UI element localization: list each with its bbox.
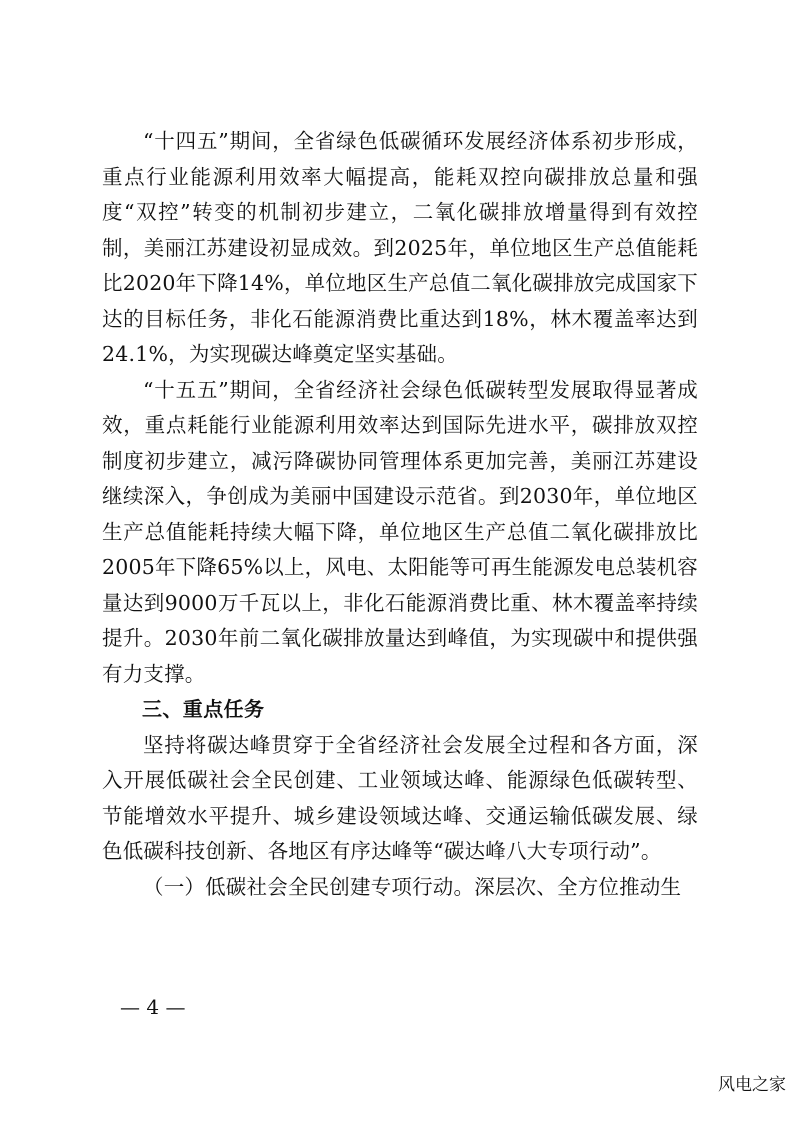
page-number: — 4 — (120, 995, 186, 1019)
paragraph-14th-five-year: “十四五”期间，全省绿色低碳循环发展经济体系初步形成，重点行业能源利用效率大幅提高，能耗双控向碳排放总量和强度“双控”转变的机制初步建立，二氧化碳排放增量得到有效控制，美丽江苏建设初显成效。到2025年，单位地区生产总值能耗比2020年下降14%，单位地区生产总值二氧化碳排放完成国家下达的目标任务，非化石能源消费比重达到18%，林木覆盖率达到24.1%，为实现碳达峰奠定坚实基础。 (102, 129, 698, 366)
paragraph-low-carbon-action: （一）低碳社会全民创建专项行动。深层次、全方位推动生 (143, 874, 682, 899)
paragraph-key-tasks: 坚持将碳达峰贯穿于全省经济社会发展全过程和各方面，深入开展低碳社会全民创建、工业领域达峰、能源绿色低碳转型、节能增效水平提升、城乡建设领域达峰、交通运输低碳发展、绿色低碳科技创新、各地区有序达峰等“碳达峰八大专项行动”。 (102, 732, 698, 863)
paragraph-15th-five-year: “十五五”期间，全省经济社会绿色低碳转型发展取得显著成效，重点耗能行业能源利用效率达到国际先进水平，碳排放双控制度初步建立，减污降碳协同管理体系更加完善，美丽江苏建设继续深入，争创成为美丽中国建设示范省。到2030年，单位地区生产总值能耗持续大幅下降，单位地区生产总值二氧化碳排放比2005年下降65%以上，风电、太阳能等可再生能源发电总装机容量达到9000万千瓦以上，非化石能源消费比重、林木覆盖率持续提升。2030年前二氧化碳排放量达到峰值，为实现碳中和提供强有力支撑。 (102, 377, 698, 686)
section-heading: 三、重点任务 (142, 697, 265, 721)
watermark: 风电之家 (718, 1075, 786, 1095)
document-page (102, 124, 698, 905)
